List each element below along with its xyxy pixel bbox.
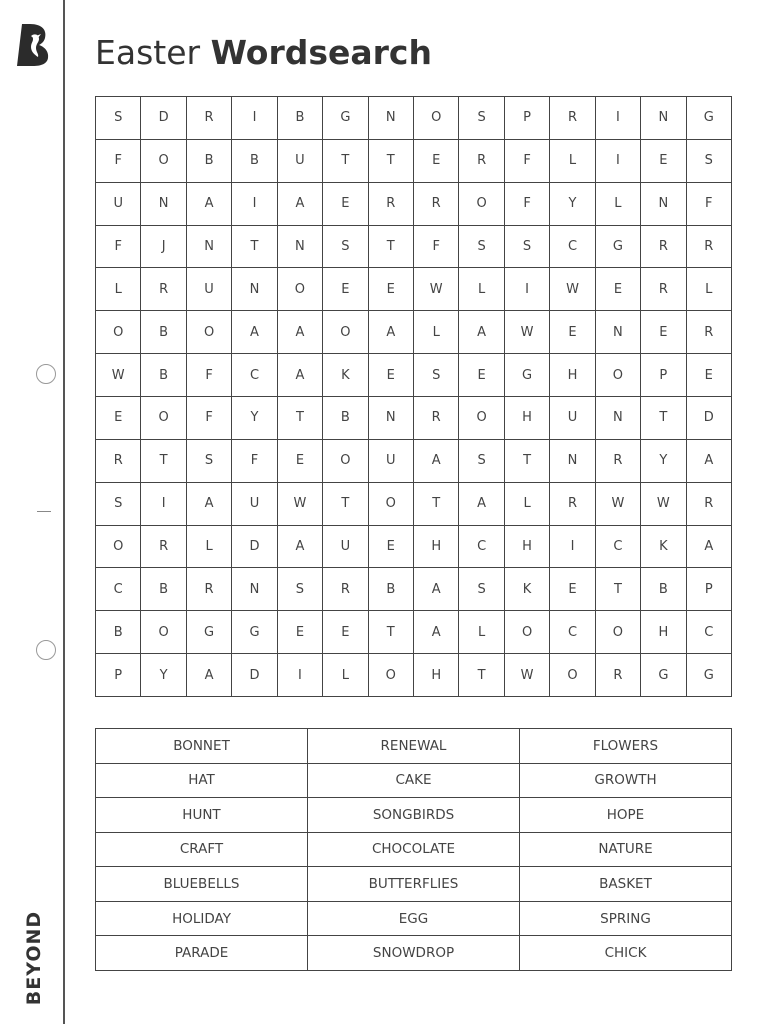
grid-cell[interactable]: W <box>414 268 459 311</box>
word-list-item: NATURE <box>520 833 732 868</box>
grid-cell[interactable]: C <box>687 611 732 654</box>
grid-cell[interactable]: T <box>323 483 368 526</box>
word-list <box>95 728 732 971</box>
grid-cell[interactable]: D <box>232 654 277 697</box>
grid-cell[interactable]: E <box>641 140 686 183</box>
grid-cell[interactable]: A <box>232 311 277 354</box>
grid-cell[interactable]: R <box>641 226 686 269</box>
grid-cell[interactable]: W <box>641 483 686 526</box>
grid-cell[interactable]: B <box>323 397 368 440</box>
grid-cell[interactable]: G <box>232 611 277 654</box>
grid-cell[interactable]: C <box>232 354 277 397</box>
word-list-item: RENEWAL <box>308 729 520 764</box>
grid-cell[interactable]: S <box>96 97 141 140</box>
grid-cell[interactable]: E <box>550 311 595 354</box>
grid-cell[interactable]: O <box>596 354 641 397</box>
grid-cell[interactable]: F <box>414 226 459 269</box>
grid-cell[interactable]: F <box>96 226 141 269</box>
grid-cell[interactable]: O <box>141 140 186 183</box>
grid-cell[interactable]: R <box>596 654 641 697</box>
grid-cell[interactable]: I <box>596 140 641 183</box>
grid-cell[interactable]: I <box>141 483 186 526</box>
grid-cell[interactable]: N <box>278 226 323 269</box>
word-list-item: SNOWDROP <box>308 936 520 971</box>
word-list-item: FLOWERS <box>520 729 732 764</box>
grid-cell[interactable]: F <box>505 183 550 226</box>
grid-cell[interactable]: T <box>505 440 550 483</box>
grid-cell[interactable]: G <box>687 654 732 697</box>
grid-cell[interactable]: N <box>596 397 641 440</box>
grid-cell[interactable]: R <box>323 568 368 611</box>
grid-cell[interactable]: N <box>641 183 686 226</box>
grid-cell[interactable]: B <box>141 568 186 611</box>
grid-cell[interactable]: B <box>278 97 323 140</box>
grid-cell[interactable]: H <box>641 611 686 654</box>
grid-cell[interactable]: D <box>687 397 732 440</box>
grid-cell[interactable]: N <box>141 183 186 226</box>
grid-cell[interactable]: G <box>596 226 641 269</box>
grid-cell[interactable]: R <box>459 140 504 183</box>
grid-cell[interactable]: T <box>369 226 414 269</box>
grid-cell[interactable]: D <box>141 97 186 140</box>
grid-cell[interactable]: I <box>550 526 595 569</box>
grid-cell[interactable]: T <box>323 140 368 183</box>
grid-cell[interactable]: S <box>505 226 550 269</box>
margin-rule <box>63 0 65 1024</box>
grid-cell[interactable]: A <box>278 526 323 569</box>
word-list-item: GROWTH <box>520 764 732 799</box>
grid-cell[interactable]: E <box>687 354 732 397</box>
word-list-item: CHICK <box>520 936 732 971</box>
word-list-item: HAT <box>96 764 308 799</box>
grid-cell[interactable]: U <box>278 140 323 183</box>
grid-cell[interactable]: H <box>414 526 459 569</box>
word-list-item: PARADE <box>96 936 308 971</box>
grid-cell[interactable]: T <box>641 397 686 440</box>
grid-cell[interactable]: R <box>96 440 141 483</box>
grid-cell[interactable]: O <box>369 483 414 526</box>
grid-cell[interactable]: U <box>550 397 595 440</box>
grid-cell[interactable]: E <box>323 611 368 654</box>
grid-cell[interactable]: R <box>641 268 686 311</box>
grid-cell[interactable]: T <box>414 483 459 526</box>
grid-cell[interactable]: O <box>141 611 186 654</box>
grid-cell[interactable]: W <box>505 311 550 354</box>
grid-cell[interactable]: T <box>232 226 277 269</box>
grid-cell[interactable]: S <box>187 440 232 483</box>
grid-cell[interactable]: S <box>459 440 504 483</box>
grid-cell[interactable]: N <box>641 97 686 140</box>
grid-cell[interactable]: A <box>459 311 504 354</box>
grid-cell[interactable]: A <box>369 311 414 354</box>
grid-cell[interactable]: O <box>187 311 232 354</box>
grid-cell[interactable]: A <box>187 183 232 226</box>
grid-cell[interactable]: L <box>550 140 595 183</box>
grid-cell[interactable]: B <box>369 568 414 611</box>
grid-cell[interactable]: E <box>596 268 641 311</box>
grid-cell[interactable]: A <box>278 311 323 354</box>
grid-cell[interactable]: R <box>141 268 186 311</box>
grid-cell[interactable]: L <box>687 268 732 311</box>
word-list-item: SONGBIRDS <box>308 798 520 833</box>
grid-cell[interactable]: A <box>414 440 459 483</box>
grid-cell[interactable]: S <box>278 568 323 611</box>
grid-cell[interactable]: W <box>596 483 641 526</box>
grid-cell[interactable]: C <box>96 568 141 611</box>
grid-cell[interactable]: P <box>687 568 732 611</box>
grid-cell[interactable]: T <box>369 140 414 183</box>
grid-cell[interactable]: H <box>550 354 595 397</box>
grid-cell[interactable]: S <box>323 226 368 269</box>
grid-cell[interactable]: I <box>505 268 550 311</box>
grid-cell[interactable]: E <box>323 268 368 311</box>
grid-cell[interactable]: E <box>369 268 414 311</box>
grid-cell[interactable]: F <box>96 140 141 183</box>
grid-cell[interactable]: W <box>278 483 323 526</box>
grid-cell[interactable]: F <box>232 440 277 483</box>
grid-cell[interactable]: R <box>550 97 595 140</box>
grid-cell[interactable]: K <box>505 568 550 611</box>
grid-cell[interactable]: R <box>141 526 186 569</box>
grid-cell[interactable]: G <box>187 611 232 654</box>
grid-cell[interactable]: G <box>505 354 550 397</box>
word-list-item: EGG <box>308 902 520 937</box>
binder-hole-top <box>36 364 56 384</box>
grid-cell[interactable]: P <box>505 97 550 140</box>
page-title <box>95 33 432 72</box>
grid-cell[interactable]: R <box>187 97 232 140</box>
grid-cell[interactable]: F <box>505 140 550 183</box>
grid-cell[interactable]: E <box>278 611 323 654</box>
grid-cell[interactable]: O <box>596 611 641 654</box>
grid-cell[interactable]: S <box>687 140 732 183</box>
grid-cell[interactable]: G <box>641 654 686 697</box>
grid-cell[interactable]: N <box>550 440 595 483</box>
grid-cell[interactable]: E <box>369 526 414 569</box>
grid-cell[interactable]: O <box>505 611 550 654</box>
grid-cell[interactable]: B <box>96 611 141 654</box>
grid-cell[interactable]: R <box>369 183 414 226</box>
grid-cell[interactable]: R <box>687 483 732 526</box>
grid-cell[interactable]: C <box>550 611 595 654</box>
grid-cell[interactable]: W <box>505 654 550 697</box>
grid-cell[interactable]: T <box>459 654 504 697</box>
grid-cell[interactable]: A <box>459 483 504 526</box>
grid-cell[interactable]: U <box>369 440 414 483</box>
grid-cell[interactable]: S <box>96 483 141 526</box>
grid-cell[interactable]: J <box>141 226 186 269</box>
grid-cell[interactable]: L <box>96 268 141 311</box>
title-light: Easter <box>95 33 201 72</box>
grid-cell[interactable]: B <box>141 354 186 397</box>
grid-cell[interactable]: L <box>323 654 368 697</box>
grid-cell[interactable]: C <box>596 526 641 569</box>
grid-cell[interactable]: E <box>550 568 595 611</box>
grid-cell[interactable]: C <box>459 526 504 569</box>
grid-cell[interactable]: O <box>323 440 368 483</box>
grid-cell[interactable]: W <box>550 268 595 311</box>
grid-cell[interactable]: A <box>414 611 459 654</box>
grid-cell[interactable]: L <box>459 268 504 311</box>
grid-cell[interactable]: F <box>187 397 232 440</box>
grid-cell[interactable]: F <box>687 183 732 226</box>
grid-cell[interactable]: L <box>414 311 459 354</box>
word-list-item: BUTTERFLIES <box>308 867 520 902</box>
grid-cell[interactable]: S <box>459 226 504 269</box>
word-list-item: BASKET <box>520 867 732 902</box>
grid-cell[interactable]: I <box>278 654 323 697</box>
grid-cell[interactable]: G <box>687 97 732 140</box>
grid-cell[interactable]: U <box>187 268 232 311</box>
grid-cell[interactable]: T <box>278 397 323 440</box>
grid-cell[interactable]: O <box>323 311 368 354</box>
grid-cell[interactable]: U <box>323 526 368 569</box>
grid-cell[interactable]: R <box>687 311 732 354</box>
grid-cell[interactable]: T <box>596 568 641 611</box>
grid-cell[interactable]: R <box>414 183 459 226</box>
grid-cell[interactable]: R <box>687 226 732 269</box>
grid-cell[interactable]: Y <box>641 440 686 483</box>
grid-cell[interactable]: N <box>187 226 232 269</box>
grid-cell[interactable]: L <box>596 183 641 226</box>
grid-cell[interactable]: O <box>369 654 414 697</box>
grid-cell[interactable]: E <box>323 183 368 226</box>
word-list-item: HOLIDAY <box>96 902 308 937</box>
word-list-item: HOPE <box>520 798 732 833</box>
brand-logo-icon <box>14 22 52 66</box>
grid-cell[interactable]: A <box>687 526 732 569</box>
grid-cell[interactable]: S <box>459 97 504 140</box>
grid-cell[interactable]: O <box>414 97 459 140</box>
grid-cell[interactable]: H <box>505 526 550 569</box>
grid-cell[interactable]: I <box>596 97 641 140</box>
grid-cell[interactable]: Y <box>232 397 277 440</box>
letter-grid <box>95 96 732 697</box>
grid-cell[interactable]: R <box>596 440 641 483</box>
grid-cell[interactable]: I <box>232 183 277 226</box>
word-list-item: CAKE <box>308 764 520 799</box>
grid-cell[interactable]: E <box>459 354 504 397</box>
grid-cell[interactable]: A <box>187 483 232 526</box>
grid-cell[interactable]: Y <box>550 183 595 226</box>
grid-cell[interactable]: R <box>187 568 232 611</box>
word-list-item: BLUEBELLS <box>96 867 308 902</box>
grid-cell[interactable]: A <box>278 354 323 397</box>
grid-cell[interactable]: O <box>278 268 323 311</box>
grid-cell[interactable]: Y <box>141 654 186 697</box>
grid-cell[interactable]: A <box>414 568 459 611</box>
word-list-item: CHOCOLATE <box>308 833 520 868</box>
grid-cell[interactable]: H <box>505 397 550 440</box>
grid-cell[interactable]: O <box>141 397 186 440</box>
grid-cell[interactable]: C <box>550 226 595 269</box>
grid-cell[interactable]: N <box>232 568 277 611</box>
grid-cell[interactable]: H <box>414 654 459 697</box>
grid-cell[interactable]: E <box>641 311 686 354</box>
grid-cell[interactable]: O <box>550 654 595 697</box>
binder-hole-bottom <box>36 640 56 660</box>
grid-cell[interactable]: N <box>232 268 277 311</box>
grid-cell[interactable]: O <box>459 397 504 440</box>
grid-cell[interactable]: E <box>369 354 414 397</box>
word-list-item: HUNT <box>96 798 308 833</box>
title-bold: Wordsearch <box>210 33 432 72</box>
grid-cell[interactable]: K <box>323 354 368 397</box>
grid-cell[interactable]: N <box>369 97 414 140</box>
brand-wordmark: BEYOND <box>23 910 45 1006</box>
grid-cell[interactable]: P <box>96 654 141 697</box>
grid-cell[interactable]: D <box>232 526 277 569</box>
grid-cell[interactable]: L <box>187 526 232 569</box>
grid-cell[interactable]: N <box>596 311 641 354</box>
grid-cell[interactable]: R <box>550 483 595 526</box>
grid-cell[interactable]: A <box>687 440 732 483</box>
grid-cell[interactable]: F <box>187 354 232 397</box>
word-list-item: SPRING <box>520 902 732 937</box>
grid-cell[interactable]: B <box>232 140 277 183</box>
grid-cell[interactable]: A <box>187 654 232 697</box>
grid-cell[interactable]: U <box>232 483 277 526</box>
grid-cell[interactable]: N <box>369 397 414 440</box>
word-list-item: BONNET <box>96 729 308 764</box>
grid-cell[interactable]: I <box>232 97 277 140</box>
grid-cell[interactable]: E <box>96 397 141 440</box>
grid-cell[interactable]: B <box>187 140 232 183</box>
grid-cell[interactable]: O <box>459 183 504 226</box>
grid-cell[interactable]: S <box>459 568 504 611</box>
grid-cell[interactable]: W <box>96 354 141 397</box>
grid-cell[interactable]: G <box>323 97 368 140</box>
grid-cell[interactable]: A <box>278 183 323 226</box>
grid-cell[interactable]: P <box>641 354 686 397</box>
grid-cell[interactable]: T <box>141 440 186 483</box>
grid-cell[interactable]: U <box>96 183 141 226</box>
grid-cell[interactable]: R <box>414 397 459 440</box>
grid-cell[interactable]: O <box>96 311 141 354</box>
fold-mark <box>37 511 51 512</box>
grid-cell[interactable]: L <box>505 483 550 526</box>
grid-cell[interactable]: O <box>96 526 141 569</box>
word-list-item: CRAFT <box>96 833 308 868</box>
grid-cell[interactable]: T <box>369 611 414 654</box>
grid-cell[interactable]: S <box>414 354 459 397</box>
grid-cell[interactable]: B <box>141 311 186 354</box>
grid-cell[interactable]: E <box>278 440 323 483</box>
grid-cell[interactable]: B <box>641 568 686 611</box>
grid-cell[interactable]: L <box>459 611 504 654</box>
grid-cell[interactable]: E <box>414 140 459 183</box>
grid-cell[interactable]: K <box>641 526 686 569</box>
